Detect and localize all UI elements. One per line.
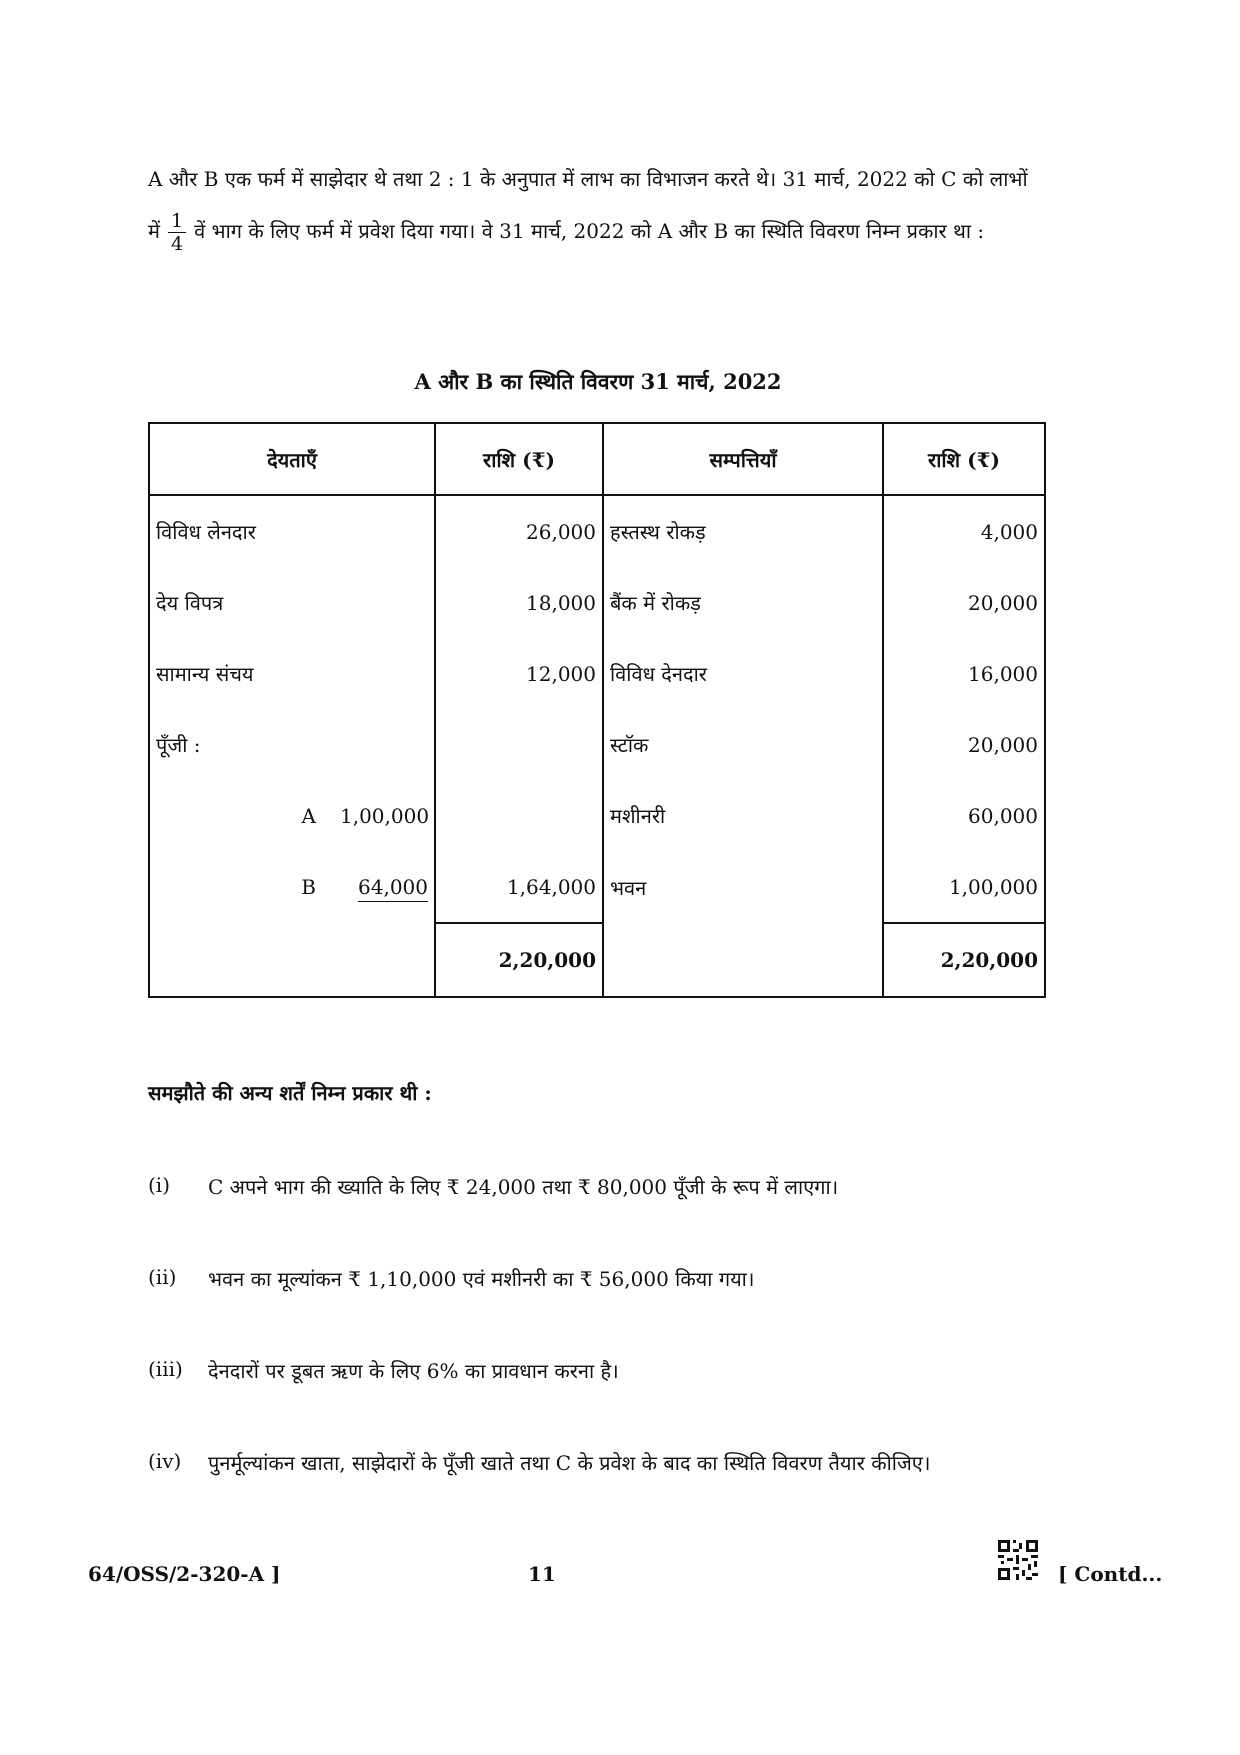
table-row: [149, 638, 1045, 709]
capital-a-cell: [149, 780, 435, 851]
capital-total: 1,64,000: [435, 851, 603, 923]
asset-name: मशीनरी: [603, 780, 883, 851]
intro-line-2: [148, 210, 1108, 255]
total-liabilities: 2,20,000: [435, 923, 603, 997]
empty-cell: [149, 923, 435, 997]
intro-line-2-post: वें भाग के लिए फर्म में प्रवेश दिया गया। वे 31 मार्च, 2022 को A और B का स्थिति विवरण निम्न प्रकार था :: [194, 219, 985, 243]
fraction-numerator: 1: [168, 210, 186, 233]
asset-amount: 20,000: [883, 709, 1045, 780]
capital-b-cell: [149, 851, 435, 923]
liability-name: विविध लेनदार: [149, 495, 435, 567]
capital-b-amount: 64,000: [358, 875, 428, 902]
total-assets: 2,20,000: [883, 923, 1045, 997]
table-header-row: [149, 423, 1045, 495]
continued-label: [ Contd...: [1058, 1562, 1163, 1586]
intro-line-1: A और B एक फर्म में साझेदार थे तथा 2 : 1 के अनुपात में लाभ का विभाजन करते थे। 31 मार्च, 2022 को C को लाभों: [148, 167, 1028, 191]
condition-text: देनदारों पर डूबत ऋण के लिए 6% का प्रावधान करना है।: [208, 1359, 619, 1383]
header-assets: सम्पत्तियाँ: [603, 423, 883, 495]
liability-amount: 18,000: [435, 567, 603, 638]
liability-name: पूँजी :: [149, 709, 435, 780]
condition-text: C अपने भाग की ख्याति के लिए ₹ 24,000 तथा ₹ 80,000 पूँजी के रूप में लाएगा।: [208, 1175, 839, 1199]
balance-sheet-title: A और B का स्थिति विवरण 31 मार्च, 2022: [414, 369, 782, 394]
liability-amount: [435, 780, 603, 851]
table-row: [149, 567, 1045, 638]
page-number: 11: [528, 1562, 556, 1586]
asset-name: स्टॉक: [603, 709, 883, 780]
conditions-heading: समझौते की अन्य शर्तें निम्न प्रकार थी :: [148, 1081, 432, 1105]
balance-sheet-table: [148, 422, 1046, 998]
condition-item: [148, 1265, 754, 1292]
asset-amount: 60,000: [883, 780, 1045, 851]
totals-row: [149, 923, 1045, 997]
condition-number: (iv): [148, 1449, 182, 1473]
capital-a-label: A: [301, 803, 316, 828]
asset-amount: 16,000: [883, 638, 1045, 709]
paper-code: 64/OSS/2-320-A ]: [88, 1562, 281, 1586]
liability-name: सामान्य संचय: [149, 638, 435, 709]
asset-amount: 4,000: [883, 495, 1045, 567]
condition-number: (i): [148, 1173, 171, 1197]
capital-a-amount: 1,00,000: [340, 803, 430, 828]
qr-code-icon: [998, 1540, 1038, 1580]
liability-amount: 12,000: [435, 638, 603, 709]
asset-amount: 20,000: [883, 567, 1045, 638]
table-row: [149, 709, 1045, 780]
condition-item: [148, 1449, 930, 1476]
asset-name: विविध देनदार: [603, 638, 883, 709]
table-row: [149, 780, 1045, 851]
condition-text: भवन का मूल्यांकन ₹ 1,10,000 एवं मशीनरी का ₹ 56,000 किया गया।: [208, 1267, 755, 1291]
intro-line-2-pre: में: [148, 219, 160, 243]
condition-number: (ii): [148, 1265, 177, 1289]
fraction-denominator: 4: [170, 233, 184, 255]
fraction-one-fourth: [168, 210, 186, 255]
condition-text: पुनर्मूल्यांकन खाता, साझेदारों के पूँजी खाते तथा C के प्रवेश के बाद का स्थिति विवरण तैयार कीजिए।: [208, 1451, 931, 1475]
liability-name: देय विपत्र: [149, 567, 435, 638]
empty-cell: [603, 923, 883, 997]
table-row: [149, 851, 1045, 923]
table-row: [149, 495, 1045, 567]
asset-name: बैंक में रोकड़: [603, 567, 883, 638]
condition-number: (iii): [148, 1357, 183, 1381]
liability-amount: [435, 709, 603, 780]
asset-name: भवन: [603, 851, 883, 923]
header-assets-amount: राशि (₹): [883, 423, 1045, 495]
header-liabilities-amount: राशि (₹): [435, 423, 603, 495]
asset-name: हस्तस्थ रोकड़: [603, 495, 883, 567]
liability-amount: 26,000: [435, 495, 603, 567]
condition-item: [148, 1173, 838, 1200]
condition-item: [148, 1357, 619, 1384]
asset-amount: 1,00,000: [883, 851, 1045, 923]
header-liabilities: देयताएँ: [149, 423, 435, 495]
capital-b-label: B: [301, 875, 316, 899]
